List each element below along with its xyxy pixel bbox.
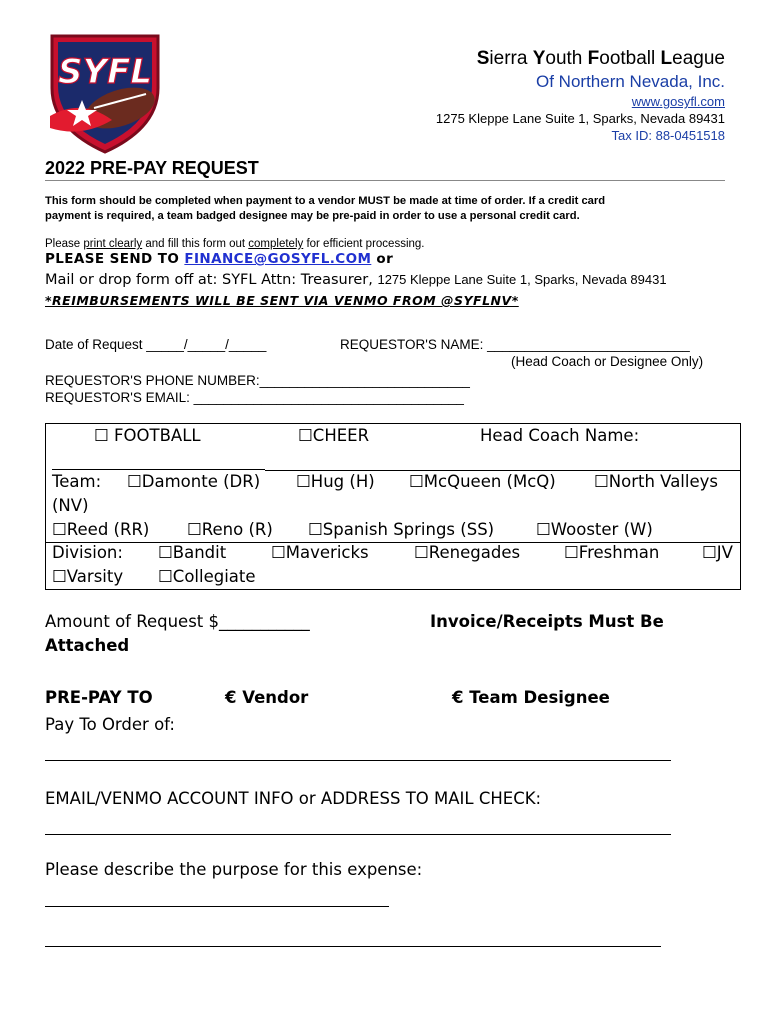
account-info-label: EMAIL/VENMO ACCOUNT INFO or ADDRESS TO MAIL CHECK: <box>45 789 542 808</box>
division-option-varsity[interactable]: ☐Varsity <box>52 567 124 586</box>
box-divider-1 <box>265 470 740 471</box>
requestor-name-field[interactable]: REQUESTOR'S NAME: ___________________________ <box>340 337 690 352</box>
org-name-l: L <box>660 48 673 69</box>
date-of-request-field[interactable]: Date of Request _____/_____/_____ <box>45 337 267 352</box>
division-option-collegiate[interactable]: ☐Collegiate <box>158 567 256 586</box>
intro-text <box>45 194 605 224</box>
org-name-part1: ierra <box>489 48 533 69</box>
team-label: Team: <box>52 472 102 491</box>
invoice-notice-attached: Attached <box>45 636 130 655</box>
division-option-mavericks[interactable]: ☐Mavericks <box>271 543 369 562</box>
team-designee-option[interactable]: € Team Designee <box>452 688 610 707</box>
form-title: 2022 PRE-PAY REQUEST <box>45 158 259 178</box>
org-subtitle: Of Northern Nevada, Inc. <box>536 72 725 91</box>
reimbursement-notice: *REIMBURSEMENTS WILL BE SENT VIA VENMO FROM @SYFLNV* <box>45 293 519 308</box>
team-selection-box <box>45 423 741 590</box>
requestor-name-note: (Head Coach or Designee Only) <box>511 354 704 369</box>
team-option-reed[interactable]: ☐Reed (RR) <box>52 520 150 539</box>
pay-to-order-line[interactable] <box>45 760 671 761</box>
purpose-line-2[interactable] <box>45 946 661 947</box>
prepay-to-label: PRE-PAY TO <box>45 688 153 707</box>
cheer-checkbox[interactable]: ☐CHEER <box>298 426 370 445</box>
vendor-option[interactable]: € Vendor <box>225 688 309 707</box>
amount-of-request-field[interactable]: Amount of Request $___________ <box>45 612 310 631</box>
requestor-email-field[interactable]: REQUESTOR'S EMAIL: ____________________________________ <box>45 390 464 405</box>
instructions-c: and fill this form out <box>142 238 249 250</box>
team-option-wooster[interactable]: ☐Wooster (W) <box>536 520 653 539</box>
team-option-mcqueen[interactable]: ☐McQueen (McQ) <box>409 472 556 491</box>
website-link[interactable]: www.gosyfl.com <box>631 94 725 109</box>
send-to-label: PLEASE SEND TO <box>45 251 185 267</box>
instructions-a: Please <box>45 238 84 250</box>
division-option-freshman[interactable]: ☐Freshman <box>564 543 660 562</box>
instructions-e: for efficient processing. <box>303 238 425 250</box>
finance-email-link[interactable]: FINANCE@GOSYFL.COM <box>184 251 372 267</box>
requestor-phone-field[interactable]: REQUESTOR'S PHONE NUMBER:____________________________ <box>45 373 470 388</box>
org-name-part4: eague <box>672 48 725 69</box>
team-option-spanish-springs[interactable]: ☐Spanish Springs (SS) <box>308 520 495 539</box>
send-or: or <box>371 251 394 267</box>
instructions-completely: completely <box>248 238 304 250</box>
syfl-logo <box>42 28 168 156</box>
invoice-notice: Invoice/Receipts Must Be <box>430 612 664 631</box>
intro-line-2: payment is required, a team badged designee may be pre-paid in order to use a personal credit card. <box>45 210 580 222</box>
pay-to-order-label: Pay To Order of: <box>45 715 175 734</box>
tax-id: Tax ID: 88-0451518 <box>611 128 725 143</box>
team-option-nv-abbr: (NV) <box>52 496 89 515</box>
instructions <box>45 238 425 250</box>
org-name-f: F <box>587 48 600 69</box>
mail-line <box>45 272 667 288</box>
org-name-y: Y <box>532 48 546 69</box>
head-coach-label: Head Coach Name: <box>480 426 640 445</box>
football-checkbox[interactable]: ☐ FOOTBALL <box>94 426 201 445</box>
send-to-line <box>45 251 393 267</box>
org-address: 1275 Kleppe Lane Suite 1, Sparks, Nevada 89431 <box>435 111 725 126</box>
purpose-label: Please describe the purpose for this expense: <box>45 860 423 879</box>
instructions-print-clearly: print clearly <box>83 238 143 250</box>
org-name-part3: ootball <box>599 48 661 69</box>
mail-address: 1275 Kleppe Lane Suite 1, Sparks, Nevada 89431 <box>377 272 667 287</box>
org-name-part2: outh <box>545 48 588 69</box>
org-name-s: S <box>476 48 490 69</box>
division-option-jv[interactable]: ☐JV <box>702 543 733 562</box>
head-coach-underline <box>52 469 265 470</box>
purpose-line-1[interactable] <box>45 906 389 907</box>
team-option-hug[interactable]: ☐Hug (H) <box>296 472 375 491</box>
org-name <box>477 48 725 70</box>
team-option-north-valleys[interactable]: ☐North Valleys <box>594 472 718 491</box>
mail-label: Mail or drop form off at: SYFL Attn: Treasurer, <box>45 272 378 288</box>
logo-text: SYFL <box>58 52 152 92</box>
team-option-damonte[interactable]: ☐Damonte (DR) <box>127 472 261 491</box>
account-info-line[interactable] <box>45 834 671 835</box>
division-option-renegades[interactable]: ☐Renegades <box>414 543 521 562</box>
division-option-bandit[interactable]: ☐Bandit <box>158 543 227 562</box>
team-option-reno[interactable]: ☐Reno (R) <box>187 520 273 539</box>
title-divider <box>45 180 725 181</box>
intro-line-1: This form should be completed when payment to a vendor MUST be made at time of order. If a credit card <box>45 195 606 207</box>
division-label: Division: <box>52 543 123 562</box>
